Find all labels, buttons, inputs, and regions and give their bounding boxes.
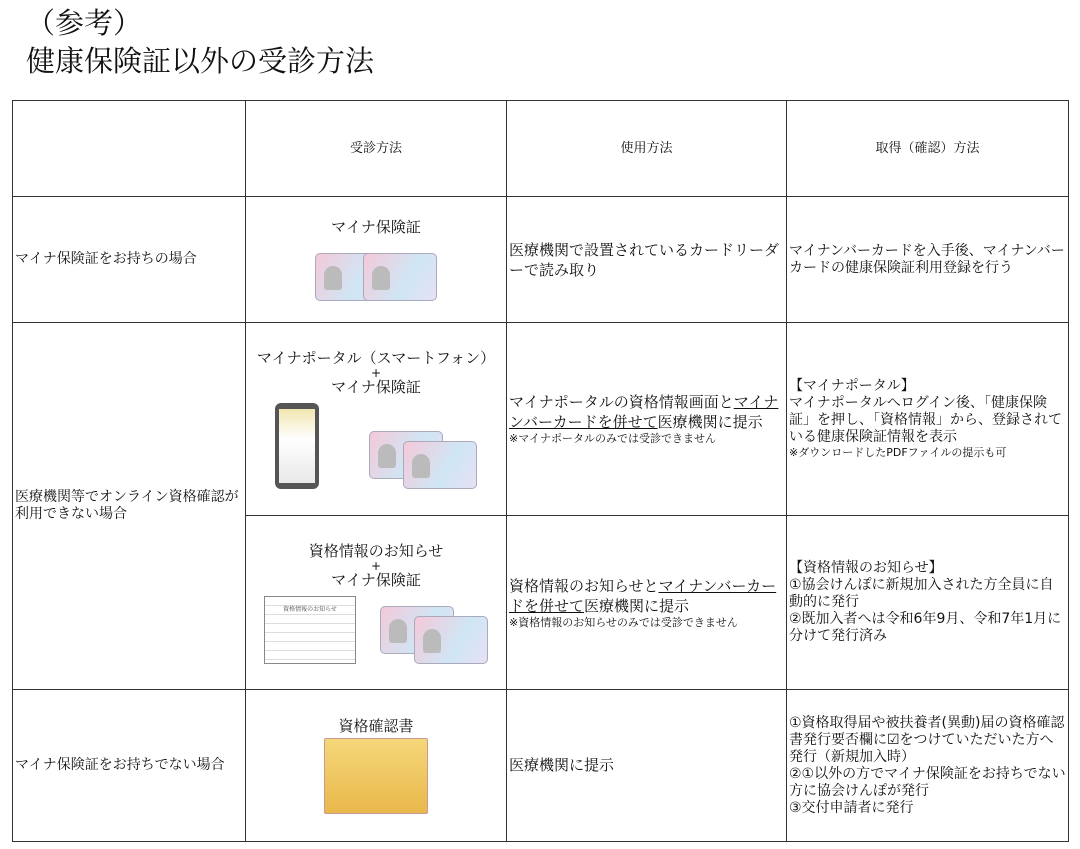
- method-label: 資格情報のお知らせ: [308, 541, 444, 560]
- acquire-cell: [787, 323, 1069, 516]
- page-title: 健康保険証以外の受診方法: [26, 44, 375, 78]
- method-label: マイナ保険証: [331, 218, 421, 236]
- acquire-text: マイナポータルへログイン後、「健康保険証」を押し、「資格情報」から、登録されている健康保険証情報を表示: [789, 395, 1062, 445]
- acquire-cell: [787, 516, 1069, 690]
- usage-text-underlined: マイナンバーカードを併せて: [509, 576, 777, 615]
- acquire-text: ②①以外の方でマイナ保険証をお持ちでない方に協会けんぽが発行: [789, 765, 1066, 799]
- method-label: マイナ保険証: [331, 378, 421, 396]
- header-usage: 使用方法: [507, 101, 787, 197]
- acquire-text: ①協会けんぽに新規加入された方全員に自動的に発行: [789, 577, 1054, 610]
- method-cell: [246, 197, 507, 323]
- usage-cell: [507, 516, 787, 690]
- header-empty: [13, 101, 246, 197]
- usage-note: ※マイナポータルのみでは受診できません: [509, 432, 716, 445]
- plus-sign: +: [370, 558, 382, 573]
- method-cell: [246, 323, 507, 516]
- usage-cell: [507, 323, 787, 516]
- my-number-card-image: [403, 441, 477, 489]
- acquire-cell: [787, 690, 1069, 842]
- my-number-card-image: [363, 253, 437, 301]
- header-row: [13, 101, 1069, 197]
- acquire-note: ※ダウンロードしたPDFファイルの提示も可: [789, 446, 1007, 459]
- qualification-certificate-image: [324, 738, 428, 814]
- header-acquire: 取得（確認）方法: [787, 101, 1069, 197]
- table-row: [13, 323, 1069, 516]
- method-label: マイナポータル（スマートフォン）: [256, 349, 496, 367]
- title-ref: （参考）: [26, 6, 143, 40]
- method-label: マイナ保険証: [331, 570, 421, 589]
- usage-note: ※資格情報のお知らせのみでは受診できません: [509, 615, 738, 629]
- usage-text: 資格情報のお知らせと: [509, 576, 659, 595]
- usage-text: 医療機関に提示: [584, 596, 690, 615]
- header-method: 受診方法: [246, 101, 507, 197]
- acquire-cell: マイナンバーカードを入手後、マイナンバーカードの健康保険証利用登録を行う: [787, 197, 1069, 323]
- plus-sign: +: [370, 366, 382, 380]
- qualification-notice-image: [264, 596, 356, 664]
- case-cell: マイナ保険証をお持ちの場合: [13, 197, 246, 323]
- table-row: [13, 197, 1069, 323]
- table-row: [13, 690, 1069, 842]
- acquire-title: 【マイナポータル】: [789, 378, 915, 394]
- my-number-card-image: [414, 616, 488, 664]
- acquire-text: ①資格取得届や被扶養者(異動)届の資格確認書発行要否欄に☑をつけていただいた方へ発行（新規加入時）: [789, 714, 1065, 765]
- method-label: 資格確認書: [338, 717, 414, 735]
- usage-text-underlined: マイナンバーカードを併せて: [509, 393, 779, 431]
- methods-table: [12, 100, 1069, 842]
- usage-cell: 医療機関で設置されているカードリーダーで読み取り: [507, 197, 787, 323]
- method-cell: [246, 516, 507, 690]
- acquire-text: ③交付申請者に発行: [789, 799, 914, 816]
- case-cell: マイナ保険証をお持ちでない場合: [13, 690, 246, 842]
- acquire-text: ②既加入者へは令和6年9月、令和7年1月に分けて発行済み: [789, 611, 1062, 644]
- case-cell: 医療機関等でオンライン資格確認が利用できない場合: [13, 323, 246, 690]
- acquire-title: 【資格情報のお知らせ】: [789, 560, 943, 576]
- doc-label: 資格情報のお知らせ: [283, 605, 337, 613]
- usage-text: マイナポータルの資格情報画面と: [509, 393, 734, 411]
- usage-text: 医療機関に提示: [657, 413, 763, 431]
- smartphone-image: [275, 403, 319, 489]
- method-cell: [246, 690, 507, 842]
- usage-cell: 医療機関に提示: [507, 690, 787, 842]
